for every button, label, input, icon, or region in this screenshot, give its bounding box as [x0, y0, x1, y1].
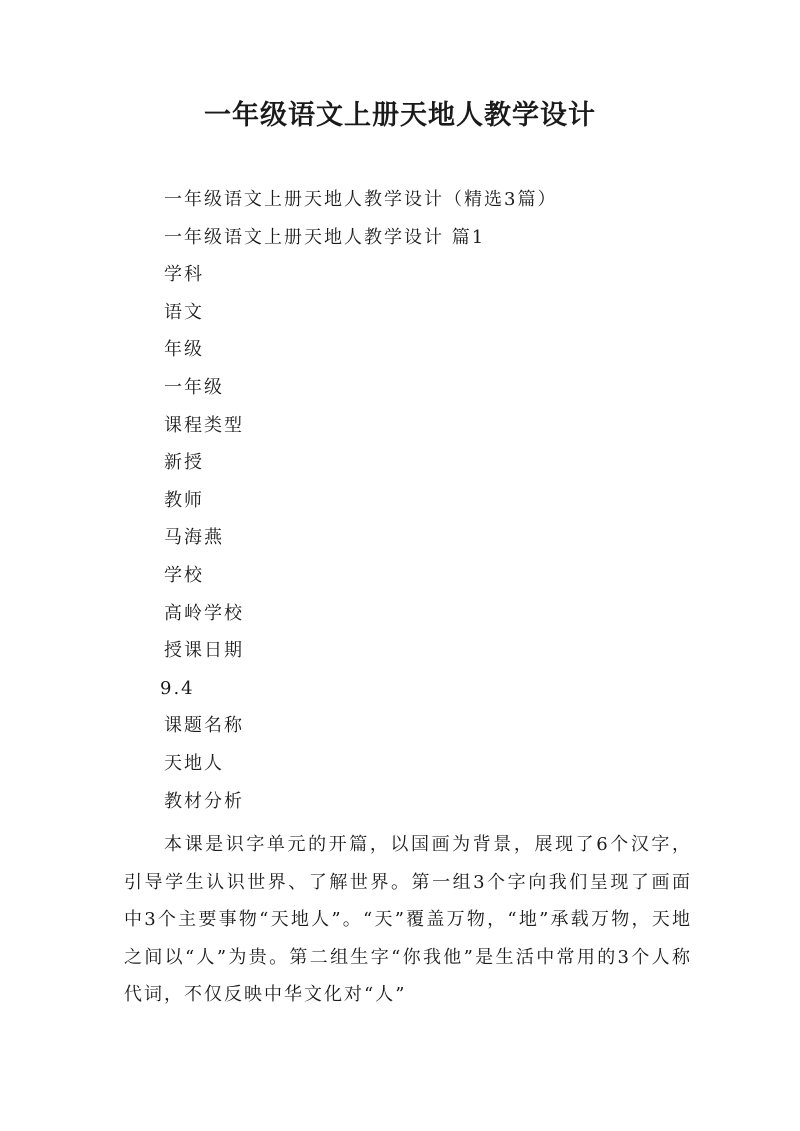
doc-line: 语文 [164, 301, 204, 323]
document-title: 一年级语文上册天地人教学设计 [204, 100, 596, 131]
doc-line-subtitle: 一年级语文上册天地人教学设计（精选3篇） [164, 189, 558, 210]
doc-line: 天地人 [164, 753, 224, 774]
doc-line: 一年级 [164, 377, 224, 398]
doc-line: 学科 [164, 264, 204, 286]
doc-line: 年级 [164, 339, 204, 361]
doc-line: 学校 [164, 565, 204, 586]
doc-line: 课题名称 [164, 715, 244, 737]
doc-line: 授课日期 [164, 640, 244, 662]
doc-line-section-heading: 一年级语文上册天地人教学设计 篇1 [164, 226, 486, 248]
doc-line: 9.4 [160, 677, 195, 699]
doc-line: 教材分析 [164, 790, 244, 812]
doc-line: 新授 [164, 452, 204, 474]
doc-line: 教师 [164, 489, 204, 511]
body-paragraph: 本课是识字单元的开篇，以国画为背景，展现了6个汉字，引导学生认识世界、了解世界。第一组3个字向我们呈现了画面中3个主要事物“天地人”。“天”覆盖万物，“地”承载万物，天地之间以“人”为贵。第二组生字“你我他”是生活中常用的3个人称代词，不仅反映中华文化对“人” [124, 834, 692, 1006]
doc-line: 高岭学校 [164, 602, 244, 624]
doc-line: 课程类型 [164, 414, 244, 436]
doc-line: 马海燕 [164, 527, 224, 549]
